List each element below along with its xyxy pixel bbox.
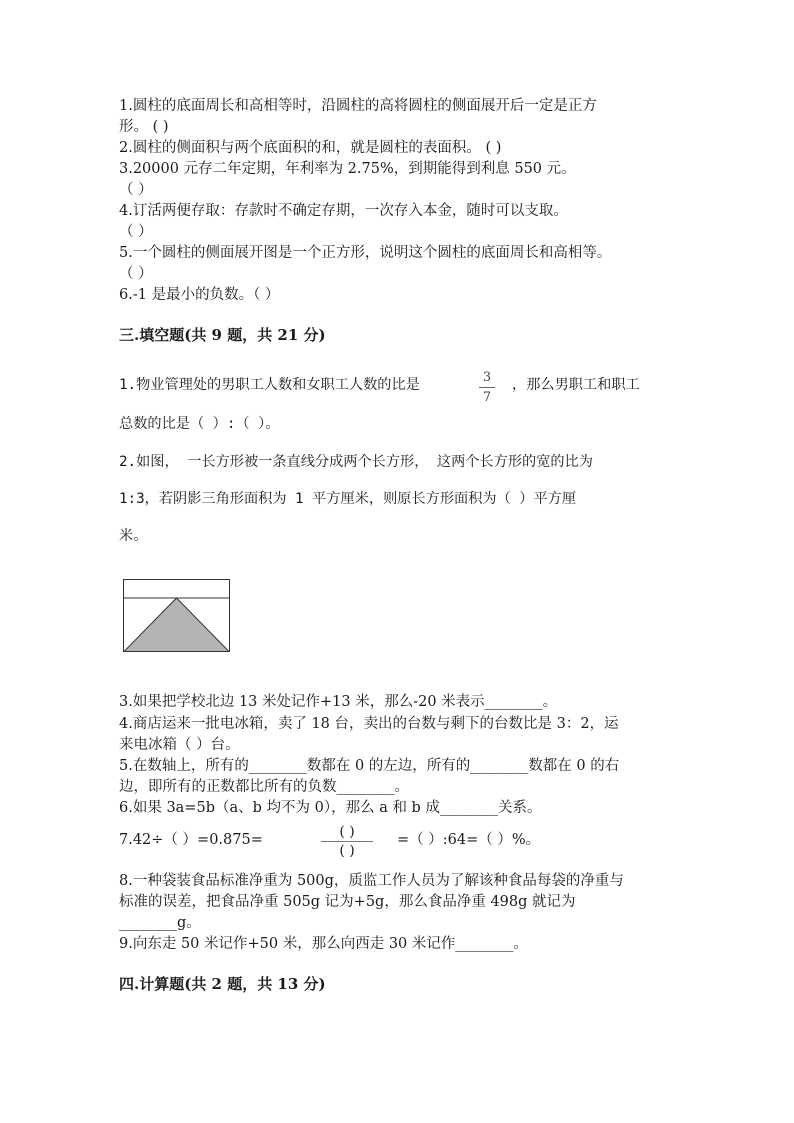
judgement-q1-line2: 形。 ( ): [119, 119, 169, 135]
judgement-q6: 6.-1 是最小的负数。（ ）: [119, 287, 280, 303]
blank-fraction-bar: [321, 841, 373, 842]
fill-q5-line1: 5.在数轴上，所有的________数都在 0 的左边，所有的________数都在 0 的右: [119, 758, 620, 774]
judgement-q1-line1: 1.圆柱的底面周长和高相等时，沿圆柱的高将圆柱的侧面展开后一定是正方: [119, 98, 597, 114]
fill-q4-line1: 4.商店运来一批电冰箱，卖了 18 台，卖出的台数与剩下的台数比是 3：2，运: [119, 716, 619, 732]
fill-q8-line2: 标准的误差，把食品净重 505g 记为+5g，那么食品净重 498g 就记为: [119, 894, 576, 910]
rectangle-triangle-figure: [123, 579, 231, 653]
judgement-q3-line1: 3.20000 元存二年定期，年利率为 2.75%，到期能得到利息 550 元。: [119, 161, 576, 177]
fraction-bar: [479, 387, 495, 388]
blank-fraction-denominator: ( ): [339, 843, 355, 859]
fill-q2-line3: 米。: [119, 528, 148, 544]
fill-q2-line1: 2.如图， 一长方形被一条直线分成两个长方形， 这两个长方形的宽的比为: [119, 454, 593, 470]
fill-q3: 3.如果把学校北边 13 米处记作+13 米，那么-20 米表示________。: [119, 694, 558, 710]
judgement-q5-line2: （ ）: [119, 266, 153, 282]
fraction-3-7: [479, 370, 495, 405]
fill-q6: 6.如果 3a=5b（a、b 均不为 0），那么 a 和 b 成________关系。: [119, 800, 542, 816]
blank-fraction-numerator: ( ): [339, 824, 355, 840]
judgement-q3-line2: （ ）: [119, 182, 153, 198]
judgement-q4-line1: 4.订活两便存取：存款时不确定存期，一次存入本金，随时可以支取。: [119, 203, 568, 219]
fill-q1-line1-suffix: ，那么男职工和职工: [512, 377, 640, 393]
judgement-q4-line2: （ ）: [119, 224, 153, 240]
fill-q4-line2: 来电冰箱（ ）台。: [119, 737, 240, 753]
section4-heading: 四.计算题(共 2 题，共 13 分): [119, 975, 326, 993]
fraction-numerator: 3: [482, 370, 492, 385]
fraction-denominator: 7: [482, 390, 492, 405]
fill-q8-line1: 8.一种袋装食品标准净重为 500g，质监工作人员为了解该种食品每袋的净重与: [119, 873, 624, 889]
fill-q7-suffix: =（ ）:64=（ ）%。: [397, 832, 541, 848]
fill-q7-prefix: 7.42÷（ ）=0.875=: [119, 832, 263, 848]
fill-q1-line1-prefix: 1.物业管理处的男职工人数和女职工人数的比是: [119, 377, 420, 393]
fill-q2-line2: 1:3，若阴影三角形面积为 1 平方厘米，则原长方形面积为（ ）平方厘: [119, 491, 577, 507]
fill-q8-line3: ________g。: [119, 915, 201, 931]
blank-fraction: [321, 824, 373, 859]
fill-q1-line2: 总数的比是（ ）:（ ）。: [119, 416, 280, 432]
fill-q5-line2: 边，即所有的正数都比所有的负数________。: [119, 779, 409, 795]
judgement-q2: 2.圆柱的侧面积与两个底面积的和，就是圆柱的表面积。 ( ): [119, 140, 502, 156]
fill-q9: 9.向东走 50 米记作+50 米，那么向西走 30 米记作________。: [119, 936, 528, 952]
section3-heading: 三.填空题(共 9 题，共 21 分): [119, 326, 326, 344]
judgement-q5-line1: 5.一个圆柱的侧面展开图是一个正方形，说明这个圆柱的底面周长和高相等。: [119, 245, 612, 261]
